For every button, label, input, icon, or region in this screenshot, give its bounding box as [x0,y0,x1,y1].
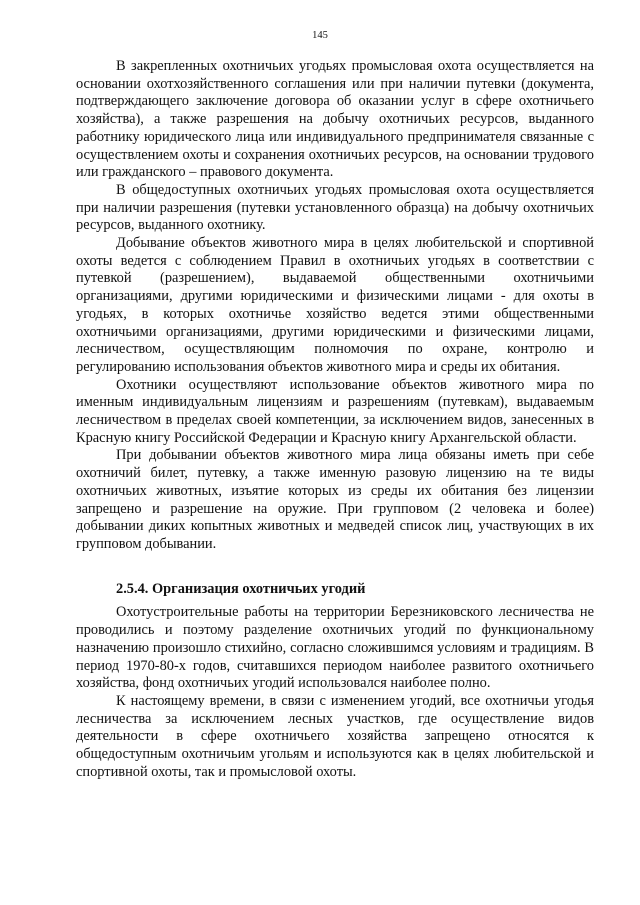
paragraph: Охотники осуществляют использование объектов животного мира по именным индивидуальным лицензиям и разрешениям (путевкам), выдаваемым лесничеством в пределах своей компетенции, за исключением видов, занесенных в Красную книгу Российской Федерации и Красную книгу Архангельской области. [76,376,594,446]
document-body [76,58,594,781]
paragraph: Охотустроительные работы на территории Березниковского лесничества не проводились и поэтому разделение охотничьих угодий по функциональному назначению произошло стихийно, согласно сложившимся условиям и традициям. В период 1970-80-х годов, считавшихся периодом наиболее развитого охотничьего хозяйства, фонд охотничьих угодий использовался наиболее полно. [76,604,594,692]
paragraph: При добывании объектов животного мира лица обязаны иметь при себе охотничий билет, путевку, а также именную разовую лицензию на те виды охотничьих животных, изъятие которых из среды их обитания без лицензии запрещено и разрешение на оружие. При групповом (2 человека и более) добывании диких копытных животных и медведей список лиц, участвующих в их групповом добывании. [76,447,594,552]
paragraph: В общедоступных охотничьих угодьях промысловая охота осуществляется при наличии разрешения (путевки установленного образца) на добычу охотничьих ресурсов, выданного охотнику. [76,181,594,234]
paragraph: Добывание объектов животного мира в целях любительской и спортивной охоты ведется с соблюдением Правил в охотничьих угодьях в соответствии с путевкой (разрешением), выдаваемой общественными охотничьими организациями, другими юридическими и физическими лицами - для охоты в угодьях, в которых охотничье хозяйство ведется этими общественными охотничьими организациями, другими юридическими и физическими лицами, лесничеством, осуществляющим полномочия по охране, контролю и регулированию использования объектов животного мира и среды их обитания. [76,235,594,375]
page-number: 145 [312,30,328,41]
section-heading: 2.5.4. Организация охотничьих угодий [116,580,366,597]
paragraph: К настоящему времени, в связи с изменением угодий, все охотничьи угодья лесничества за исключением лесных участков, где осуществление видов деятельности в сфере охотничьего хозяйства запрещено относятся к общедоступным охотничьим угольям и используются как в целях любительской и спортивной охоты, так и промысловой охоты. [76,692,594,780]
paragraph: В закрепленных охотничьих угодьях промысловая охота осуществляется на основании охотхозяйственного соглашения или при наличии путевки (документа, подтверждающего заключение договора об оказании услуг в сфере охотничьего хозяйства), а также разрешения на добычу охотничьих ресурсов, выданного работнику юридического лица или индивидуального предпринимателя связанные с осуществлением охоты и сохранения охотничьих ресурсов, на основании трудового или гражданского – правового документа. [76,58,594,181]
